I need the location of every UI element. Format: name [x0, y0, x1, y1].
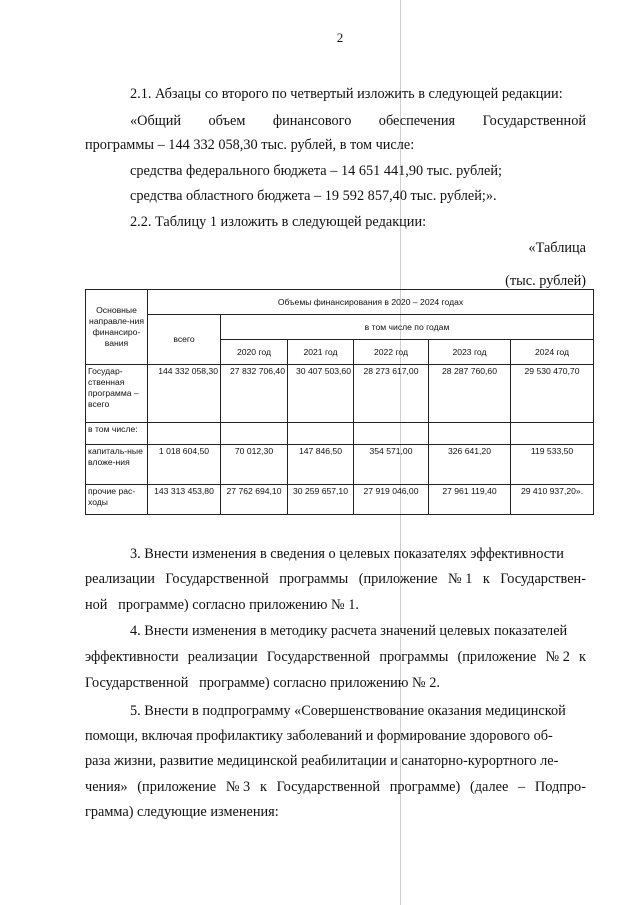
header-year: 2023 год	[429, 340, 511, 365]
paragraph-4-line-2	[85, 648, 586, 666]
word: чения»	[85, 779, 128, 795]
paragraph-2-1: 2.1. Абзацы со второго по четвертый изложить в следующей редакции:	[130, 86, 563, 102]
cell-value: 70 012,30	[221, 445, 288, 485]
paragraph-4-line-1: 4. Внести изменения в методику расчета значений целевых показателей	[130, 623, 568, 639]
word: к	[482, 571, 490, 587]
table-row	[86, 445, 594, 485]
paragraph-2-2: 2.2. Таблицу 1 изложить в следующей редакции:	[130, 214, 427, 230]
cell-total: 144 332 058,30	[148, 365, 221, 423]
header-year: 2020 год	[221, 340, 288, 365]
cell-value: 27 919 046,00	[354, 485, 429, 515]
cell-total: 1 018 604,50	[148, 445, 221, 485]
row-label: в том числе:	[86, 423, 148, 445]
cell-value: 27 762 694,10	[221, 485, 288, 515]
word: программы	[279, 571, 349, 587]
row-label: прочие рас-ходы	[86, 485, 148, 515]
word: (приложение	[457, 649, 537, 665]
row-label: капиталь-ные вложе-ния	[86, 445, 148, 485]
word: –	[518, 779, 526, 795]
cell-value: 27 832 706,40	[221, 365, 288, 423]
word: Государствен-	[500, 571, 586, 587]
regional-budget-line: средства областного бюджета – 19 592 857,40 тыс. рублей;».	[130, 188, 497, 204]
table-units: (тыс. рублей)	[505, 273, 586, 289]
paragraph-5-line-4	[85, 778, 586, 796]
word: (далее	[469, 779, 509, 795]
word: Государственной	[276, 779, 381, 795]
word: эффективности	[85, 649, 179, 665]
paragraph-5-line-2: помощи, включая профилактику заболеваний и формирование здорового об-	[85, 728, 553, 744]
word: к	[259, 779, 267, 795]
cell-value: 354 571,00	[354, 445, 429, 485]
cell-total: 143 313 453,80	[148, 485, 221, 515]
paragraph-4-line-3: Государственной программе) согласно приложению № 2.	[85, 675, 440, 691]
word: к	[579, 649, 586, 665]
word: Подпро-	[534, 779, 586, 795]
quote-word: «Общий	[130, 113, 182, 129]
cell-value: 28 273 617,00	[354, 365, 429, 423]
word: реализации	[187, 649, 258, 665]
cell-value: 30 407 503,60	[288, 365, 354, 423]
table-row	[86, 365, 594, 423]
quote-word: обеспечения	[378, 113, 456, 129]
header-by-years: в том числе по годам	[221, 315, 594, 340]
header-year: 2021 год	[288, 340, 354, 365]
cell-value: 29 530 470,70	[511, 365, 594, 423]
quote-word: финансового	[272, 113, 352, 129]
header-year: 2022 год	[354, 340, 429, 365]
word: № 2	[545, 649, 570, 665]
cell-value: 29 410 937,20».	[511, 485, 594, 515]
word: № 1	[448, 571, 473, 587]
header-volumes: Объемы финансирования в 2020 – 2024 годах	[148, 290, 594, 315]
table-row	[86, 423, 594, 445]
word: (приложение	[358, 571, 438, 587]
federal-budget-line: средства федерального бюджета – 14 651 441,90 тыс. рублей;	[130, 163, 503, 179]
word: (приложение	[137, 779, 217, 795]
cell-value: 119 533,50	[511, 445, 594, 485]
paragraph-3-line-2	[85, 570, 586, 588]
word: программы	[379, 649, 449, 665]
paragraph-3-line-1: 3. Внести изменения в сведения о целевых показателях эффективности	[130, 546, 564, 562]
header-directions: Основные направле-ния финансиро-вания	[86, 290, 148, 365]
word: № 3	[225, 779, 251, 795]
page-number: 2	[336, 30, 344, 45]
quote-line-1	[130, 112, 586, 130]
cell-value: 27 961 119,40	[429, 485, 511, 515]
word: Государственной	[266, 649, 371, 665]
quote-line-2: программы – 144 332 058,30 тыс. рублей, в том числе:	[85, 137, 415, 153]
quote-word: объем	[208, 113, 246, 129]
header-year: 2024 год	[511, 340, 594, 365]
header-total: всего	[148, 315, 221, 365]
cell-value: 147 846,50	[288, 445, 354, 485]
cell-value: 28 287 760,60	[429, 365, 511, 423]
word: Государственной	[165, 571, 269, 587]
word: реализации	[85, 571, 155, 587]
paragraph-5-line-5: грамма) следующие изменения:	[85, 804, 279, 820]
paragraph-3-line-3: ной программе) согласно приложению № 1.	[85, 597, 359, 613]
table-header-row	[86, 290, 594, 315]
row-label: Государ-ственная программа – всего	[86, 365, 148, 423]
cell-value: 326 641,20	[429, 445, 511, 485]
table-header-row	[86, 315, 594, 340]
table-caption: «Таблица	[528, 240, 586, 256]
paragraph-5-line-1: 5. Внести в подпрограмму «Совершенствование оказания медицинской	[130, 703, 566, 719]
cell-value: 30 259 657,10	[288, 485, 354, 515]
financing-table	[85, 289, 594, 515]
word: программе)	[389, 779, 461, 795]
quote-word: Государственной	[482, 113, 586, 129]
paragraph-5-line-3: раза жизни, развитие медицинской реабилитации и санаторно-курортного ле-	[85, 753, 559, 769]
table-row	[86, 485, 594, 515]
